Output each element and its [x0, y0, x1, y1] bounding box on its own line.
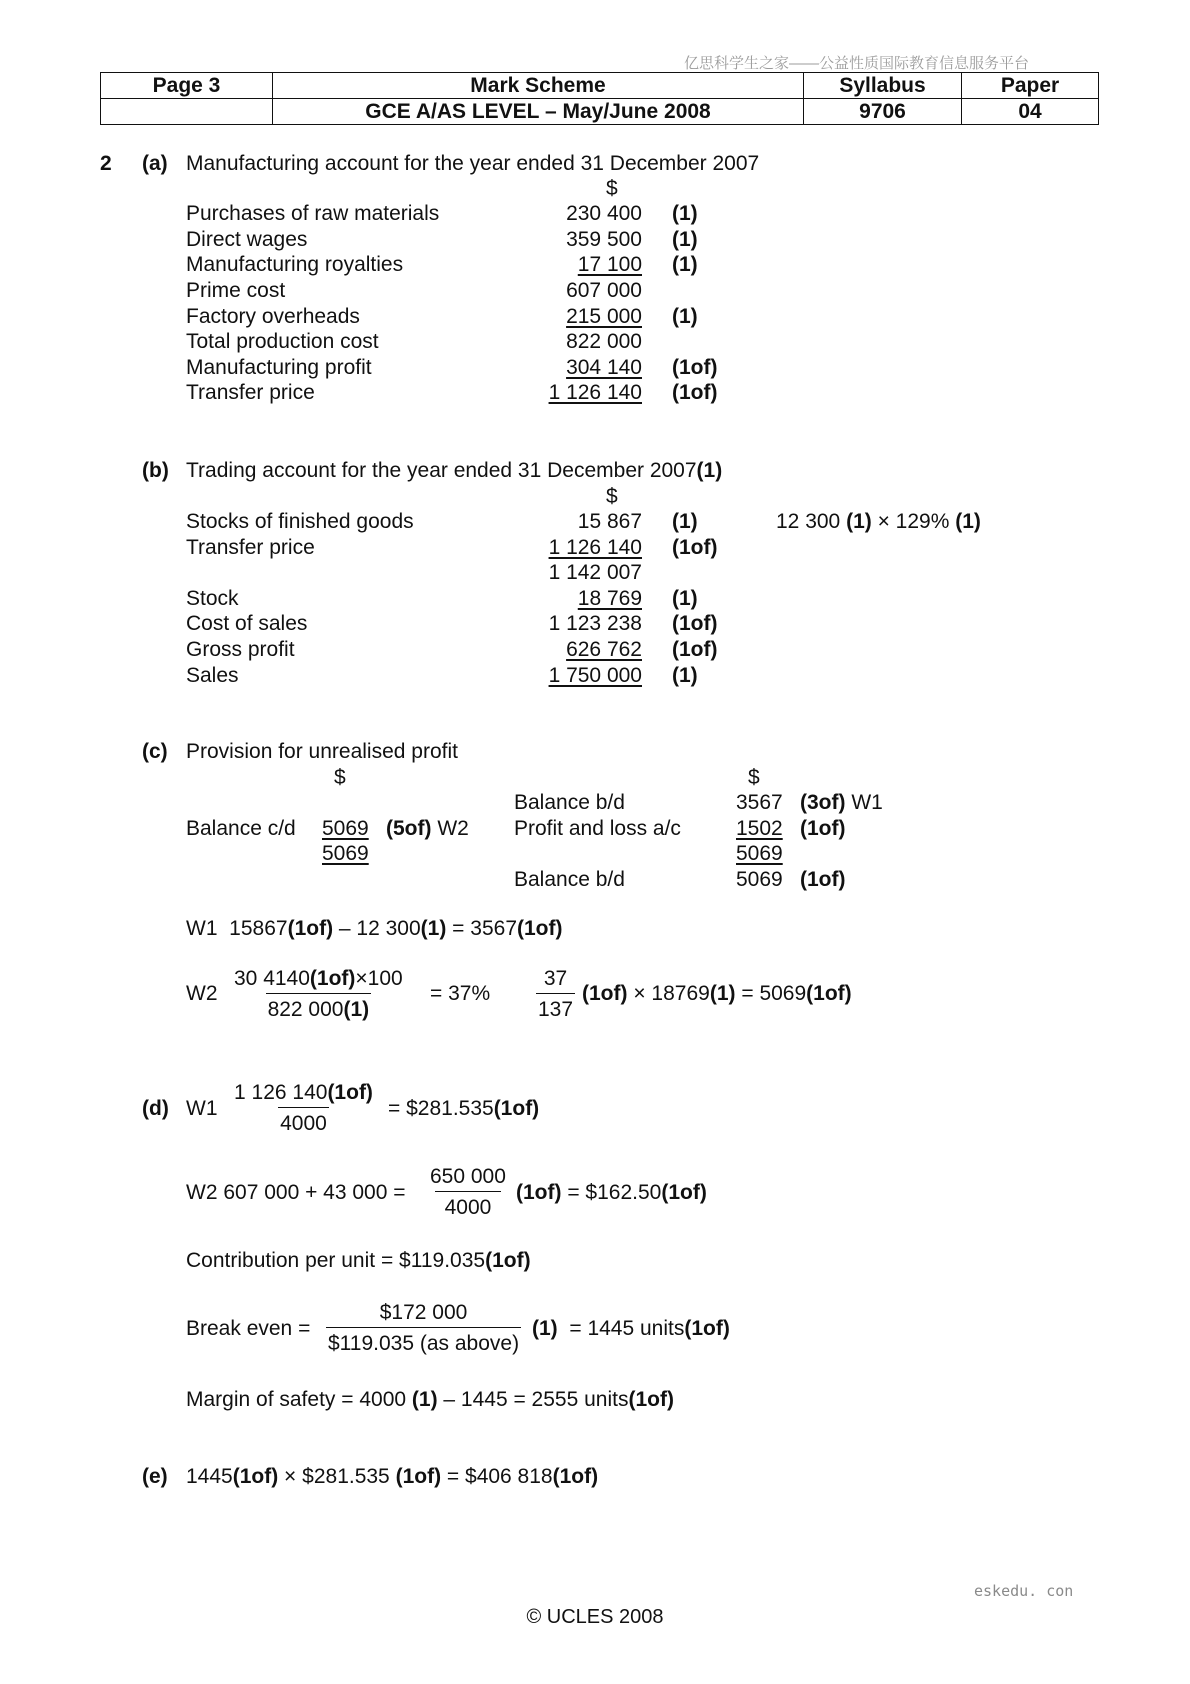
account-value: 230 400 — [566, 202, 642, 225]
account-value: 5069 — [736, 868, 783, 891]
mark: (1of) — [672, 638, 718, 661]
mark: (1) — [672, 664, 698, 687]
part-d-label: (d) — [142, 1097, 169, 1120]
account-value: 1 142 007 — [548, 561, 642, 584]
account-value: 607 000 — [566, 279, 642, 302]
question-number: 2 — [100, 152, 112, 175]
account-item: Gross profit — [186, 638, 295, 661]
part-a-label: (a) — [142, 152, 168, 175]
account-item: Purchases of raw materials — [186, 202, 440, 225]
account-value: 15 867 — [577, 510, 642, 533]
header-paper-label: Paper — [962, 73, 1099, 99]
working-result: (1of) = $162.50(1of) — [516, 1181, 707, 1204]
break-even-label: Break even = — [186, 1317, 311, 1340]
working-w2-prefix: W2 607 000 + 43 000 = — [186, 1181, 406, 1204]
working-result: = 37% — [430, 982, 491, 1005]
mark: (1of) — [800, 868, 846, 891]
account-value: 1502 — [736, 817, 783, 840]
mark: (1of) — [800, 817, 846, 840]
fraction: $\frac{1 126 140(1of)}{4000}$ — [234, 1081, 373, 1135]
mark: (1) — [672, 253, 698, 276]
account-item: Balance b/d — [514, 791, 625, 814]
account-value: 3567 — [736, 791, 783, 814]
part-e-label: (e) — [142, 1465, 168, 1488]
header-table — [100, 72, 1099, 125]
working-w1-label: W1 — [186, 1097, 218, 1120]
mark: (1) — [672, 510, 698, 533]
header-paper-number: 04 — [962, 99, 1099, 125]
account-item: Stocks of finished goods — [186, 510, 414, 533]
part-b-title: Trading account for the year ended 31 December 2007(1) — [186, 459, 723, 482]
header-syllabus-code: 9706 — [804, 99, 962, 125]
working-w2-tail: (1of) × 18769(1) = 5069(1of) — [582, 982, 852, 1005]
account-value: 304 140 — [566, 356, 642, 379]
account-item: Total production cost — [186, 330, 379, 353]
account-item: Stock — [186, 587, 239, 610]
header-empty-cell — [101, 99, 273, 125]
working-w2-label: W2 — [186, 982, 218, 1005]
account-item: Transfer price — [186, 536, 315, 559]
account-item: Balance c/d — [186, 817, 296, 840]
account-item: Manufacturing royalties — [186, 253, 404, 276]
account-item: Direct wages — [186, 228, 308, 251]
account-value: 1 126 140 — [548, 536, 642, 559]
footer-copyright: © UCLES 2008 — [526, 1606, 664, 1628]
account-item: Prime cost — [186, 279, 286, 302]
currency-header: $ — [748, 766, 760, 789]
header-page: Page 3 — [101, 73, 273, 99]
account-item: Factory overheads — [186, 305, 360, 328]
account-value: 822 000 — [566, 330, 642, 353]
break-even-result: (1) = 1445 units(1of) — [532, 1317, 730, 1340]
account-value: 626 762 — [566, 638, 642, 661]
mark: (1of) — [672, 612, 718, 635]
side-note: 12 300 (1) × 129% (1) — [776, 510, 981, 533]
mark: (1) — [672, 202, 698, 225]
contribution-line: Contribution per unit = $119.035(1of) — [186, 1249, 531, 1272]
account-value: 17 100 — [577, 253, 642, 276]
footer-watermark: eskedu. con — [974, 1582, 1074, 1600]
part-c-title: Provision for unrealised profit — [186, 740, 458, 763]
currency-header: $ — [606, 177, 618, 200]
fraction: $172 000 $119.035 (as above) — [328, 1301, 520, 1355]
account-item: Profit and loss a/c — [514, 817, 681, 840]
fraction: $\frac{650 000}{4000}$ — [430, 1165, 506, 1219]
mark-note: (3of) W1 — [800, 791, 883, 814]
mark: (1of) — [672, 536, 718, 559]
account-item: Balance b/d — [514, 868, 625, 891]
fraction: $\frac{30 4140(1of)\times 100}{822 000(1)}$ — [234, 967, 403, 1021]
watermark-text: 亿思科学生之家——公益性质国际教育信息服务平台 — [684, 55, 1030, 72]
mark-note: (5of) W2 — [386, 817, 469, 840]
account-item: Transfer price — [186, 381, 315, 404]
account-value: 359 500 — [566, 228, 642, 251]
mark: (1) — [672, 587, 698, 610]
account-value: 18 769 — [577, 587, 642, 610]
mark: (1of) — [672, 356, 718, 379]
part-e-answer: 1445(1of) × $281.535 (1of) = $406 818(1of) — [186, 1465, 599, 1488]
margin-of-safety-line: Margin of safety = 4000 (1) – 1445 = 2555 units(1of) — [186, 1388, 674, 1411]
header-exam: GCE A/AS LEVEL – May/June 2008 — [273, 99, 804, 125]
account-value: 5069 — [322, 817, 369, 840]
part-b-label: (b) — [142, 459, 169, 482]
currency-header: $ — [334, 766, 346, 789]
fraction: $\frac{37}{137}$ — [538, 967, 574, 1021]
account-total: 5069 — [322, 842, 369, 865]
account-item: Sales — [186, 664, 239, 687]
working-result: = $281.535(1of) — [388, 1097, 540, 1120]
account-total: 5069 — [736, 842, 783, 865]
account-value: 1 750 000 — [548, 664, 642, 687]
currency-header: $ — [606, 485, 618, 508]
mark: (1) — [672, 228, 698, 251]
mark: (1of) — [672, 381, 718, 404]
part-a-title: Manufacturing account for the year ended 31 December 2007 — [186, 152, 760, 175]
header-syllabus-label: Syllabus — [804, 73, 962, 99]
account-item: Cost of sales — [186, 612, 308, 635]
account-value: 1 126 140 — [548, 381, 642, 404]
account-value: 215 000 — [566, 305, 642, 328]
working-w1: W1 15867(1of) – 12 300(1) = 3567(1of) — [186, 917, 563, 940]
account-value: 1 123 238 — [548, 612, 642, 635]
part-c-label: (c) — [142, 740, 168, 763]
mark: (1) — [672, 305, 698, 328]
account-item: Manufacturing profit — [186, 356, 372, 379]
header-title: Mark Scheme — [273, 73, 804, 99]
